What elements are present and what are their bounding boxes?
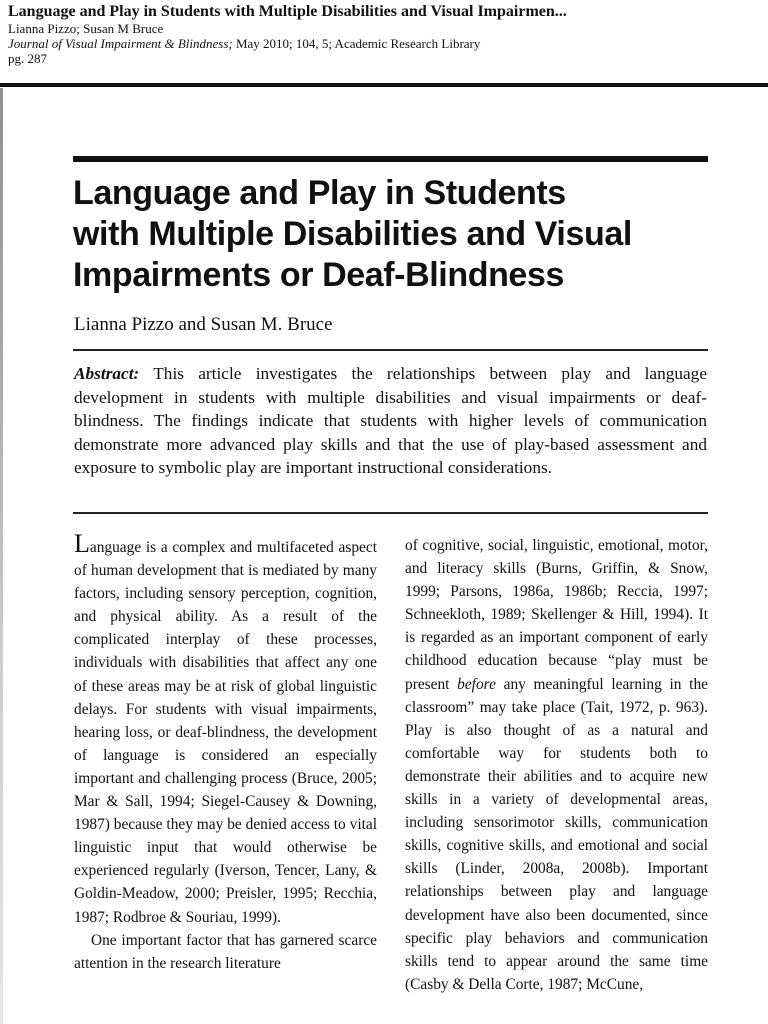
- abstract: [74, 362, 707, 480]
- body-paragraph: [74, 529, 377, 929]
- header-page: pg. 287: [8, 51, 47, 66]
- header-title[interactable]: Language and Play in Students with Multiple Disabilities and Visual Impairmen...: [8, 3, 567, 20]
- body-column-left: [74, 529, 377, 975]
- italic-emphasis: before: [457, 675, 496, 693]
- paragraph-text: anguage is a complex and multifaceted aspect of human development that is mediated by many factors, including sensory perception, cognition, and physical ability. As a result of the complicated interplay of these processes, individuals with disabilities that affect any one of these areas may be at risk of global linguistic delays. For students with visual impairments, hearing loss, or deaf-blindness, the development of language is considered an especially important and challenging process (Bruce, 2005; Mar & Sall, 1994; Siegel-Causey & Downing, 1987) because they may be denied access to vital linguistic input that would otherwise be experienced regularly (Iverson, Tencer, Lany, & Goldin-Meadow, 2000; Preisler, 1995; Recchia, 1987; Rodbroe & Souriau, 1999).: [74, 539, 377, 926]
- article-title-line: Language and Play in Students: [73, 174, 566, 212]
- header-authors: Lianna Pizzo; Susan M Bruce: [8, 21, 164, 36]
- abstract-top-rule: [73, 349, 708, 351]
- header-citation: [8, 36, 760, 51]
- database-header: [8, 2, 760, 66]
- article-title-line: with Multiple Disabilities and Visual: [73, 215, 632, 253]
- article-authors: Lianna Pizzo and Susan M. Bruce: [74, 314, 333, 335]
- abstract-text: This article investigates the relationships between play and language development in students with multiple disabilities and visual impairments or deaf-blindness. The findings indicate that students with higher levels of communication demonstrate more advanced play skills and that the use of play-based assessment and exposure to symbolic play are important instructional considerations.: [74, 364, 707, 478]
- drop-cap: L: [74, 529, 90, 558]
- abstract-bottom-rule: [73, 512, 708, 514]
- article-title: [73, 173, 733, 296]
- paragraph-text: of cognitive, social, linguistic, emotional, motor, and literacy skills (Burns, Griffin, & Snow, 1999; Parsons, 1986a, 1986b; Reccia, 1997; Schneekloth, 1989; Skellenger & Hill, 1994). It is regarded as an important component of early childhood education because “play must be present: [405, 537, 708, 693]
- scan-edge-shadow: [0, 88, 3, 1024]
- body-column-right: [405, 534, 708, 996]
- paragraph-text: any meaningful learning in the classroom” may take place (Tait, 1972, p. 963). Play is also thought of as a natural and comfortable way for students both to demonstrate their abilities and to acquire new skills in a variety of developmental areas, including sensorimotor skills, communication skills, cognitive skills, and emotional and social skills (Linder, 2008a, 2008b). Important relationships between play and language development have also been documented, since specific play behaviors and communication skills tend to appear around the same time (Casby & Della Corte, 1987; McCune,: [405, 675, 708, 993]
- abstract-label: Abstract:: [74, 364, 140, 383]
- header-journal-details: May 2010; 104, 5; Academic Research Library: [232, 36, 481, 51]
- body-paragraph: [405, 534, 708, 996]
- article-title-line: Impairments or Deaf-Blindness: [73, 256, 564, 294]
- header-divider: [0, 83, 768, 87]
- header-journal: Journal of Visual Impairment & Blindness;: [8, 36, 233, 51]
- body-paragraph: One important factor that has garnered scarce attention in the research literature: [74, 931, 377, 972]
- title-top-bar: [73, 156, 708, 162]
